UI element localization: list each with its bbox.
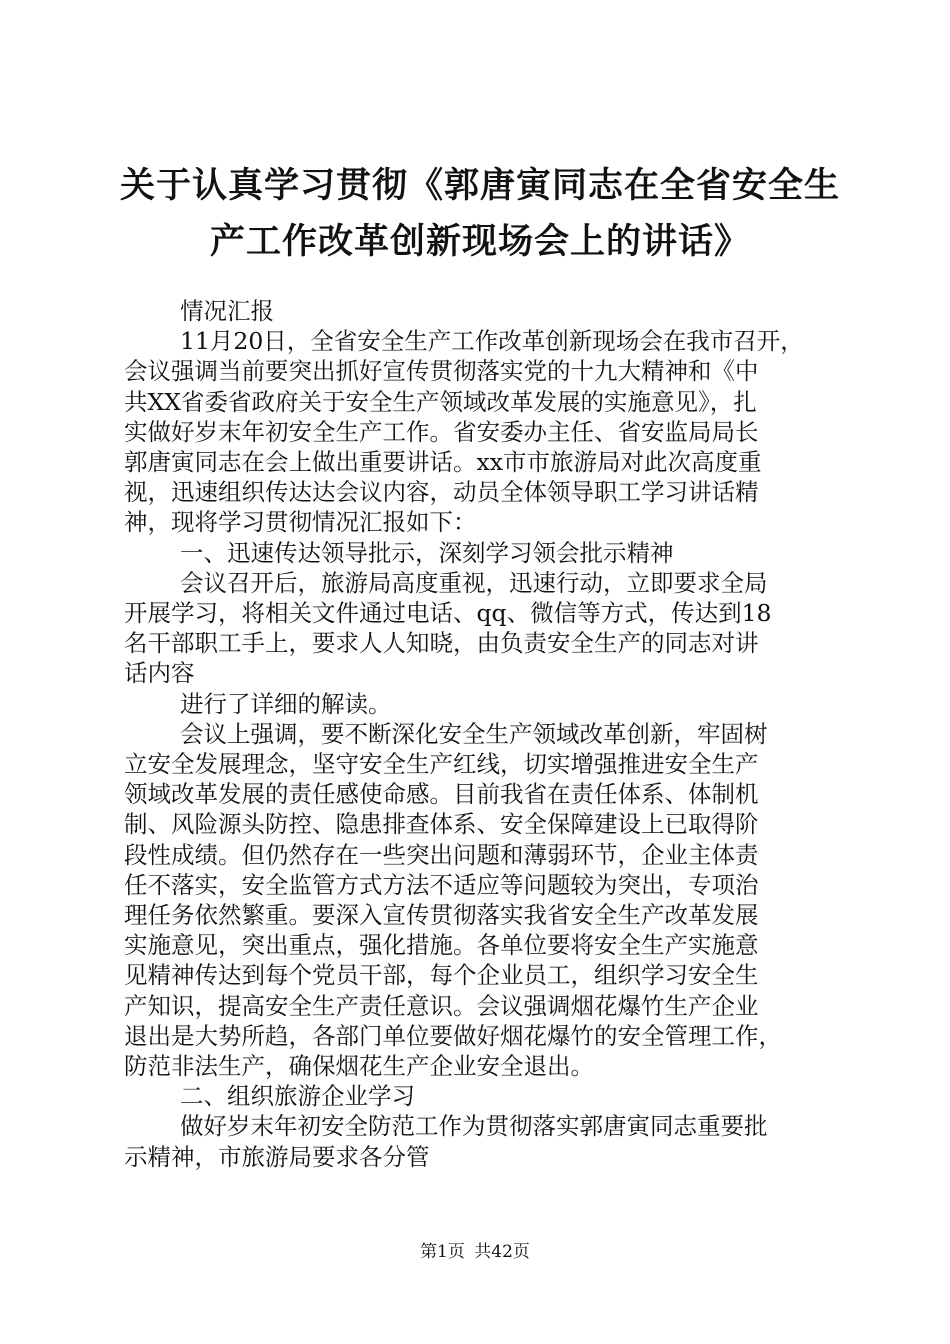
body-line: 实做好岁末年初安全生产工作。省安委办主任、省安监局局长 <box>124 417 759 446</box>
body-line: 领域改革发展的责任感使命感。目前我省在责任体系、体制机 <box>124 780 759 809</box>
body-line: 郭唐寅同志在会上做出重要讲话。xx市市旅游局对此次高度重 <box>124 448 762 477</box>
page-total: 共42页 <box>474 1242 530 1262</box>
body-line: 名干部职工手上，要求人人知晓，由负责安全生产的同志对讲 <box>124 629 759 658</box>
body-line: 共XX省委省政府关于安全生产领域改革发展的实施意见》，扎 <box>124 387 757 416</box>
title-line: 关于认真学习贯彻《郭唐寅同志在全省安全生 <box>119 166 840 206</box>
body-line: 见精神传达到每个党员干部，每个企业员工，组织学习安全生 <box>124 961 759 990</box>
body-line: 视，迅速组织传达达会议内容，动员全体领导职工学习讲话精 <box>124 478 759 507</box>
document-title <box>100 158 860 270</box>
body-line: 做好岁末年初安全防范工作为贯彻落实郭唐寅同志重要批 <box>180 1112 768 1141</box>
body-line: 神，现将学习贯彻情况汇报如下： <box>124 508 477 537</box>
title-line: 产工作改革创新现场会上的讲话》 <box>209 222 750 262</box>
body-line: 二、组织旅游企业学习 <box>180 1082 415 1111</box>
body-line: 会议上强调，要不断深化安全生产领域改革创新，牢固树 <box>180 719 768 748</box>
body-line: 情况汇报 <box>180 297 274 325</box>
body-line: 理任务依然繁重。要深入宣传贯彻落实我省安全生产改革发展 <box>124 901 759 930</box>
body-line: 话内容 <box>124 659 195 688</box>
body-line: 实施意见，突出重点，强化措施。各单位要将安全生产实施意 <box>124 931 759 960</box>
body-line: 进行了详细的解读。 <box>180 689 392 718</box>
body-line: 退出是大势所趋，各部门单位要做好烟花爆竹的安全管理工作， <box>124 1021 782 1050</box>
body-line: 会议召开后，旅游局高度重视，迅速行动，立即要求全局 <box>180 568 768 597</box>
body-line: 开展学习，将相关文件通过电话、qq、微信等方式，传达到18 <box>124 599 772 628</box>
page-footer <box>0 1241 950 1263</box>
body-line: 一、迅速传达领导批示，深刻学习领会批示精神 <box>180 538 674 567</box>
body-line: 11月20日，全省安全生产工作改革创新现场会在我市召开， <box>180 327 804 356</box>
body-line: 示精神，市旅游局要求各分管 <box>124 1142 430 1171</box>
page-number: 第1页 <box>420 1242 465 1262</box>
body-line: 任不落实，安全监管方式方法不适应等问题较为突出，专项治 <box>124 870 759 899</box>
body-line: 立安全发展理念，坚守安全生产红线，切实增强推进安全生产 <box>124 750 759 779</box>
body-line: 防范非法生产，确保烟花生产企业安全退出。 <box>124 1052 594 1081</box>
body-line: 制、风险源头防控、隐患排查体系、安全保障建设上已取得阶 <box>124 810 759 839</box>
document-body <box>124 296 844 1172</box>
body-line: 段性成绩。但仍然存在一些突出问题和薄弱环节，企业主体责 <box>124 840 759 869</box>
body-line: 产知识，提高安全生产责任意识。会议强调烟花爆竹生产企业 <box>124 991 759 1020</box>
body-line: 会议强调当前要突出抓好宣传贯彻落实党的十九大精神和《中 <box>124 357 759 386</box>
